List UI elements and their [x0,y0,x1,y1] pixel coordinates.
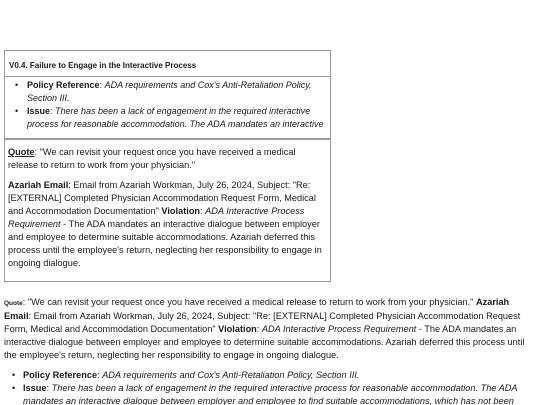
list-item: • Issue: There has been a lack of engagement in the required interactive process for reasonable accommodation. The ADA mandates an interactive dialogue between employer and employee to find suitable accommodations, which has not been [12,383,518,405]
card-bullet-list [5,77,330,131]
outside-policy-reference-text: ADA requirements and Cox's Anti-Retaliation Policy, Section III. [102,370,360,380]
outside-bullet-list [4,369,536,405]
violation-text: - The ADA mandates an interactive dialogue between employer and employee to determine suitable accommodations. Azariah deferred this process until the employee's return, neglecting her responsibility to engage in ongoing dialogue. [8,219,322,268]
outside-violation-text: - The ADA mandates an interactive dialogue between employer and employee to determine suitable accommodations. Azariah deferred this process until the employee's return, neglecting her responsibility to engage in ongoing dialogue. [4,324,525,360]
outside-issue-text: There has been a lack of engagement in the required interactive process for reasonable accommodation. The ADA mandates an interactive dialogue between employer and employee to find suitable accommodations, which has not been [23,383,518,405]
bullet-icon: • [15,80,19,90]
violation-label: Violation [161,206,201,216]
outside-paragraph: Quote: "We can revisit your request once you have received a medical release to return to work from your physician." Azariah Email: Email from Azariah Workman, July 26, 2024, Subject: "Re: [EXTERNAL] Completed Physician Accommodation Request Form, Medical and Accommodation Documentation" Violation: ADA Interactive Process Requirement - The ADA mandates an interactive dialogue between employer and employee to determine suitable accommodations. Azariah deferred this process until the employee's return, neglecting her responsibility to engage in ongoing dialogue. [4,297,525,360]
outside-violation-title: ADA Interactive Process Requirement [261,324,417,334]
quote-paragraph: Quote: "We can revisit your request once you have received a medical release to return to work from your physician." [8,147,296,170]
bullet-icon: • [15,106,19,116]
violation-card [4,50,331,139]
outside-issue-label: Issue [23,383,47,393]
quote-text: "We can revisit your request once you have received a medical release to return to work from your physician." [8,147,296,170]
quote-box [4,139,331,282]
outside-section [4,296,536,405]
list-item: • Policy Reference: ADA requirements and Cox's Anti-Retaliation Policy, Section III. [12,370,360,380]
list-item: • Policy Reference: ADA requirements and Cox's Anti-Retaliation Policy, Section III. [15,80,312,103]
list-item: • Issue: There has been a lack of engagement in the required interactive process for reasonable accommodation. The ADA mandates an interactive [15,106,324,129]
outside-email-label: Azariah Email [4,297,510,321]
issue-text: There has been a lack of engagement in the required interactive process for reasonable accommodation. The ADA mandates an interactive [27,106,324,129]
quote-label: Quote [8,147,35,157]
bullet-icon: • [12,383,16,393]
violation-title: ADA Interactive Process Requirement [8,206,305,229]
email-paragraph: Azariah Email: Email from Azariah Workman, July 26, 2024, Subject: "Re: [EXTERNAL] Completed Physician Accommodation Request Form, Medical and Accommodation Documentation" Violation: ADA Interactive Process Requirement - The ADA mandates an interactive dialogue between employer and employee to determine suitable accommodations. Azariah deferred this process until the employee's return, neglecting her responsibility to engage in ongoing dialogue. [8,180,322,268]
card-title: V0.4. Failure to Engage in the Interactive Process [5,51,330,77]
outside-violation-label: Violation [218,324,257,334]
email-label: Azariah Email [8,180,69,190]
policy-reference-text: ADA requirements and Cox's Anti-Retaliation Policy, Section III. [27,80,312,103]
outside-quote-label: Quote [4,300,23,307]
email-text: Email from Azariah Workman, July 26, 2024, Subject: "Re: [EXTERNAL] Completed Physician Accommodation Request Form, Medical and Accommodation Documentation" [8,180,316,216]
outside-email-text: Email from Azariah Workman, July 26, 2024, Subject: "Re: [EXTERNAL] Completed Physician Accommodation Request Form, Medical and Accommodation Documentation" [4,311,521,334]
bullet-icon: • [12,370,16,380]
policy-reference-label: Policy Reference [27,80,100,90]
issue-label: Issue [27,106,51,116]
outside-quote-text: "We can revisit your request once you have received a medical release to return to work from your physician." [27,297,474,307]
outside-policy-reference-label: Policy Reference [23,370,98,380]
